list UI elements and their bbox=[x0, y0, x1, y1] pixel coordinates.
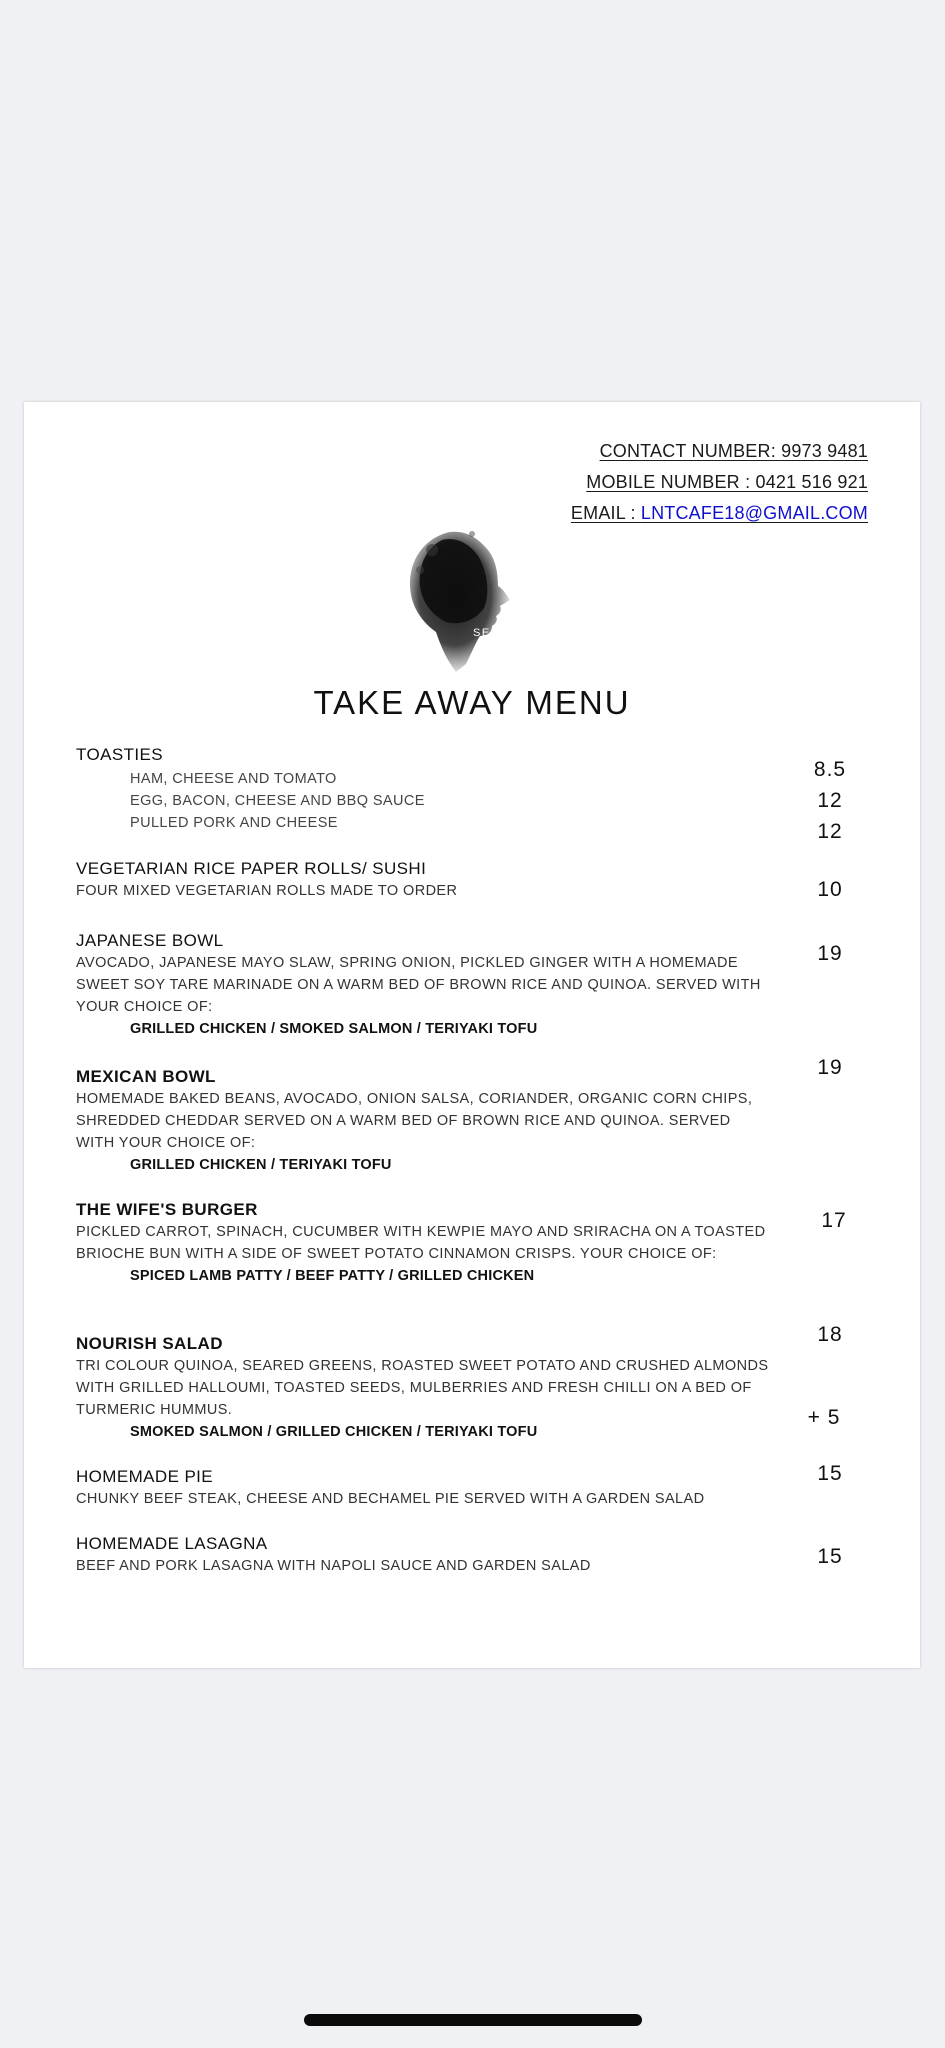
item-choices: SPICED LAMB PATTY / BEEF PATTY / GRILLED CHICKEN bbox=[130, 1268, 535, 1284]
item-description: PICKLED CARROT, SPINACH, CUCUMBER WITH KEWPIE MAYO AND SRIRACHA ON A TOASTED BRIOCHE BUN WITH A SIDE OF SWEET POTATO CINNAMON CRISPS. YOUR CHOICE OF: bbox=[76, 1224, 766, 1262]
item-title: MEXICAN BOWL bbox=[76, 1067, 216, 1086]
item-description: AVOCADO, JAPANESE MAYO SLAW, SPRING ONION, PICKLED GINGER WITH A HOMEMADE SWEET SOY TARE MARINADE ON A WARM BED OF BROWN RICE AND QUINOA. SERVED WITH YOUR CHOICE OF: bbox=[76, 955, 761, 1015]
menu-item-japanese-bowl bbox=[76, 930, 876, 1040]
item-option: EGG, BACON, CHEESE AND BBQ SAUCE bbox=[130, 793, 425, 809]
extra-price: + 5 bbox=[807, 1406, 841, 1429]
item-description: BEEF AND PORK LASAGNA WITH NAPOLI SAUCE AND GARDEN SALAD bbox=[76, 1558, 591, 1574]
contact-block bbox=[571, 436, 868, 529]
item-option: HAM, CHEESE AND TOMATO bbox=[130, 771, 337, 787]
item-choices: SMOKED SALMON / GRILLED CHICKEN / TERIYAKI TOFU bbox=[130, 1424, 538, 1440]
item-title: TOASTIES bbox=[76, 745, 163, 764]
price: 10 bbox=[817, 878, 843, 901]
price: 15 bbox=[817, 1462, 843, 1485]
item-description: FOUR MIXED VEGETARIAN ROLLS MADE TO ORDER bbox=[76, 883, 458, 899]
email-link[interactable]: LNTCAFE18@GMAIL.COM bbox=[640, 503, 868, 523]
item-description: HOMEMADE BAKED BEANS, AVOCADO, ONION SALSA, CORIANDER, ORGANIC CORN CHIPS, SHREDDED CHEDDAR SERVED ON A WARM BED OF BROWN RICE AND QUINOA. SERVED WITH YOUR CHOICE OF: bbox=[76, 1091, 753, 1151]
item-title: NOURISH SALAD bbox=[76, 1334, 223, 1353]
price: 12 bbox=[817, 789, 843, 812]
item-choices: GRILLED CHICKEN / TERIYAKI TOFU bbox=[130, 1157, 392, 1173]
price: 12 bbox=[817, 820, 843, 843]
menu-item-lasagna bbox=[76, 1533, 876, 1577]
mobile-number-label: MOBILE NUMBER : bbox=[586, 472, 756, 492]
item-description: TRI COLOUR QUINOA, SEARED GREENS, ROASTED SWEET POTATO AND CRUSHED ALMONDS WITH GRILLED HALLOUMI, TOASTED SEEDS, MULBERRIES AND FRESH CHILLI ON A BED OF TURMERIC HUMMUS. bbox=[76, 1358, 769, 1418]
item-title: VEGETARIAN RICE PAPER ROLLS/ SUSHI bbox=[76, 859, 427, 878]
menu-item-burger bbox=[76, 1199, 876, 1287]
silhouette-head-logo-icon bbox=[380, 514, 570, 674]
contact-number-value[interactable]: 9973 9481 bbox=[781, 441, 868, 461]
home-indicator[interactable] bbox=[304, 2014, 642, 2026]
email bbox=[571, 498, 868, 529]
item-title: HOMEMADE PIE bbox=[76, 1467, 214, 1486]
item-title: JAPANESE BOWL bbox=[76, 931, 224, 950]
contact-number-label: CONTACT NUMBER: bbox=[599, 441, 782, 461]
contact-number bbox=[571, 436, 868, 467]
price: 8.5 bbox=[813, 758, 847, 781]
price: 17 bbox=[821, 1209, 847, 1232]
mobile-number bbox=[571, 467, 868, 498]
item-choices: GRILLED CHICKEN / SMOKED SALMON / TERIYAKI TOFU bbox=[130, 1021, 538, 1037]
menu-page bbox=[24, 402, 920, 1668]
menu-item-pie bbox=[76, 1466, 876, 1510]
price: 18 bbox=[817, 1323, 843, 1346]
menu-item-nourish-salad bbox=[76, 1333, 876, 1443]
logo-text: SECOND WIFE bbox=[473, 627, 568, 639]
price: 19 bbox=[817, 942, 843, 965]
item-title: THE WIFE'S BURGER bbox=[76, 1200, 258, 1219]
email-label: EMAIL : bbox=[570, 503, 641, 523]
menu-item-toasties bbox=[76, 744, 876, 834]
price: 15 bbox=[817, 1545, 843, 1568]
item-option: PULLED PORK AND CHEESE bbox=[130, 815, 338, 831]
menu-item-rolls bbox=[76, 858, 876, 902]
item-description: CHUNKY BEEF STEAK, CHEESE AND BECHAMEL PIE SERVED WITH A GARDEN SALAD bbox=[76, 1491, 705, 1507]
menu-item-mexican-bowl bbox=[76, 1066, 876, 1176]
mobile-number-value[interactable]: 0421 516 921 bbox=[755, 472, 868, 492]
price: 19 bbox=[817, 1056, 843, 1079]
page-title: TAKE AWAY MENU bbox=[313, 684, 631, 721]
item-title: HOMEMADE LASAGNA bbox=[76, 1534, 268, 1553]
